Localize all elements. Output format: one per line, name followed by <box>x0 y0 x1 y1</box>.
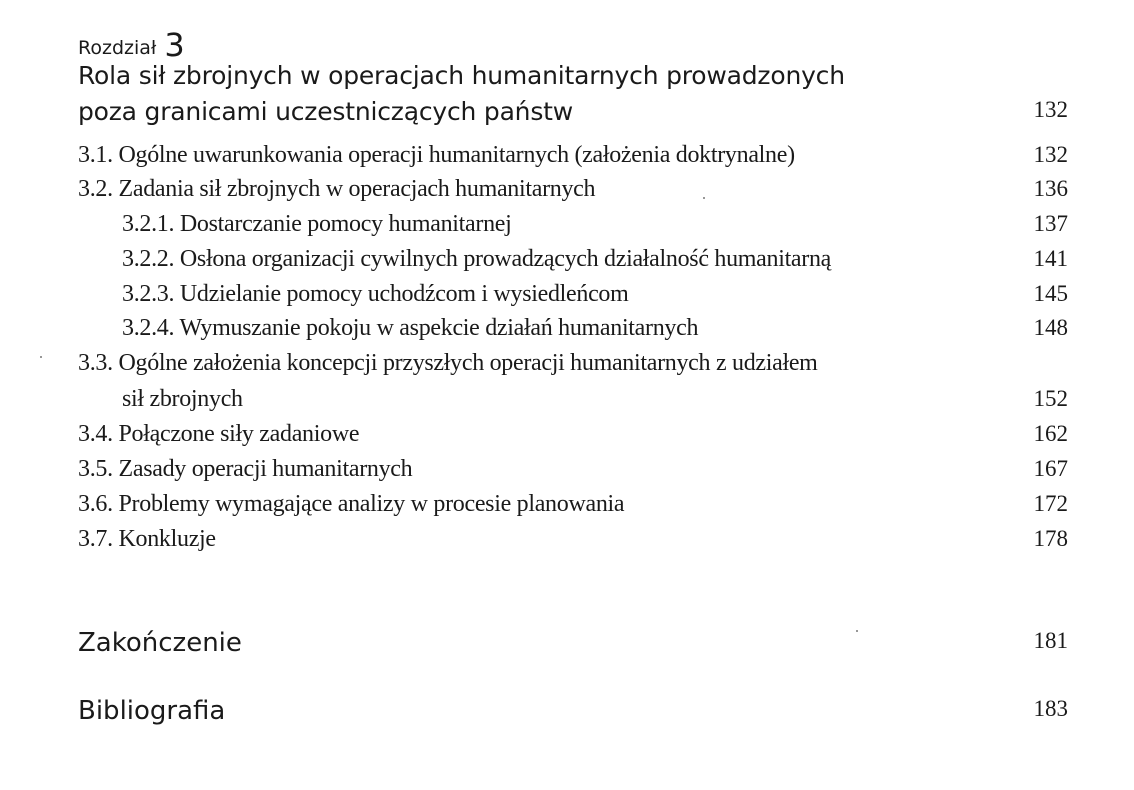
toc-entry-text: 3.2. Zadania sił zbrojnych w operacjach humanitarnych <box>78 176 596 202</box>
toc-entry-text: 3.1. Ogólne uwarunkowania operacji humanitarnych (założenia doktrynalne) <box>78 142 795 168</box>
toc-entry-page: 152 <box>1033 386 1068 411</box>
toc-entry-text: 3.4. Połączone siły zadaniowe <box>78 421 360 447</box>
toc-entry-page: 145 <box>1033 281 1068 306</box>
toc-entry-page: 172 <box>1033 491 1068 516</box>
toc-entry-text: 3.6. Problemy wymagające analizy w procesie planowania <box>78 491 625 517</box>
chapter-page-number: 132 <box>1033 97 1068 122</box>
toc-entry-page: 137 <box>1033 211 1068 236</box>
chapter-title-line2: poza granicami uczestniczących państw <box>78 97 574 126</box>
toc-entry-3-3-line2 <box>0 384 1134 418</box>
toc-entry-page: 141 <box>1033 246 1068 271</box>
toc-entry-page: 136 <box>1033 176 1068 201</box>
chapter-page-row <box>0 95 1134 129</box>
toc-entry-3-1 <box>0 140 1134 174</box>
toc-entry-page: 178 <box>1033 526 1068 551</box>
toc-entry-page: 148 <box>1033 315 1068 340</box>
chapter-label-text: Rozdział <box>78 37 157 59</box>
toc-entry-3-2 <box>0 174 1134 208</box>
toc-entry-3-2-2 <box>0 244 1134 278</box>
toc-section-title: Bibliografia <box>78 696 226 726</box>
toc-entry-page: 181 <box>1033 628 1068 653</box>
toc-entry-text: 3.2.3. Udzielanie pomocy uchodźcom i wysiedleńcom <box>122 281 629 307</box>
toc-entry-page: 167 <box>1033 456 1068 481</box>
toc-entry-bibliografia <box>0 694 1134 728</box>
chapter-number: 3 <box>164 26 185 64</box>
toc-entry-text: 3.5. Zasady operacji humanitarnych <box>78 456 413 482</box>
toc-entry-3-2-3 <box>0 279 1134 313</box>
toc-entry-text: 3.7. Konkluzje <box>78 526 216 552</box>
toc-entry-page: 183 <box>1033 696 1068 721</box>
scan-speck <box>856 630 858 632</box>
chapter-title-line1: Rola sił zbrojnych w operacjach humanitarnych prowadzonych <box>78 61 845 90</box>
toc-entry-page: 132 <box>1033 142 1068 167</box>
toc-entry-3-4 <box>0 419 1134 453</box>
toc-entry-3-5 <box>0 454 1134 488</box>
toc-entry-3-2-1 <box>0 209 1134 243</box>
toc-entry-zakonczenie <box>0 626 1134 660</box>
toc-entry-text: 3.3. Ogólne założenia koncepcji przyszłych operacji humanitarnych z udziałem <box>78 350 818 376</box>
toc-entry-text: 3.2.2. Osłona organizacji cywilnych prowadzących działalność humanitarną <box>122 246 832 272</box>
toc-entry-3-7 <box>0 524 1134 558</box>
toc-entry-text: 3.2.4. Wymuszanie pokoju w aspekcie działań humanitarnych <box>122 315 699 341</box>
toc-entry-3-6 <box>0 489 1134 523</box>
scan-speck <box>40 356 42 358</box>
toc-entry-3-3-line1 <box>0 348 1134 382</box>
toc-entry-text-continued: sił zbrojnych <box>122 386 243 412</box>
toc-entry-page: 162 <box>1033 421 1068 446</box>
toc-entry-3-2-4 <box>0 313 1134 347</box>
toc-section-title: Zakończenie <box>78 628 242 658</box>
scan-speck <box>703 197 705 199</box>
toc-entry-text: 3.2.1. Dostarczanie pomocy humanitarnej <box>122 211 512 237</box>
